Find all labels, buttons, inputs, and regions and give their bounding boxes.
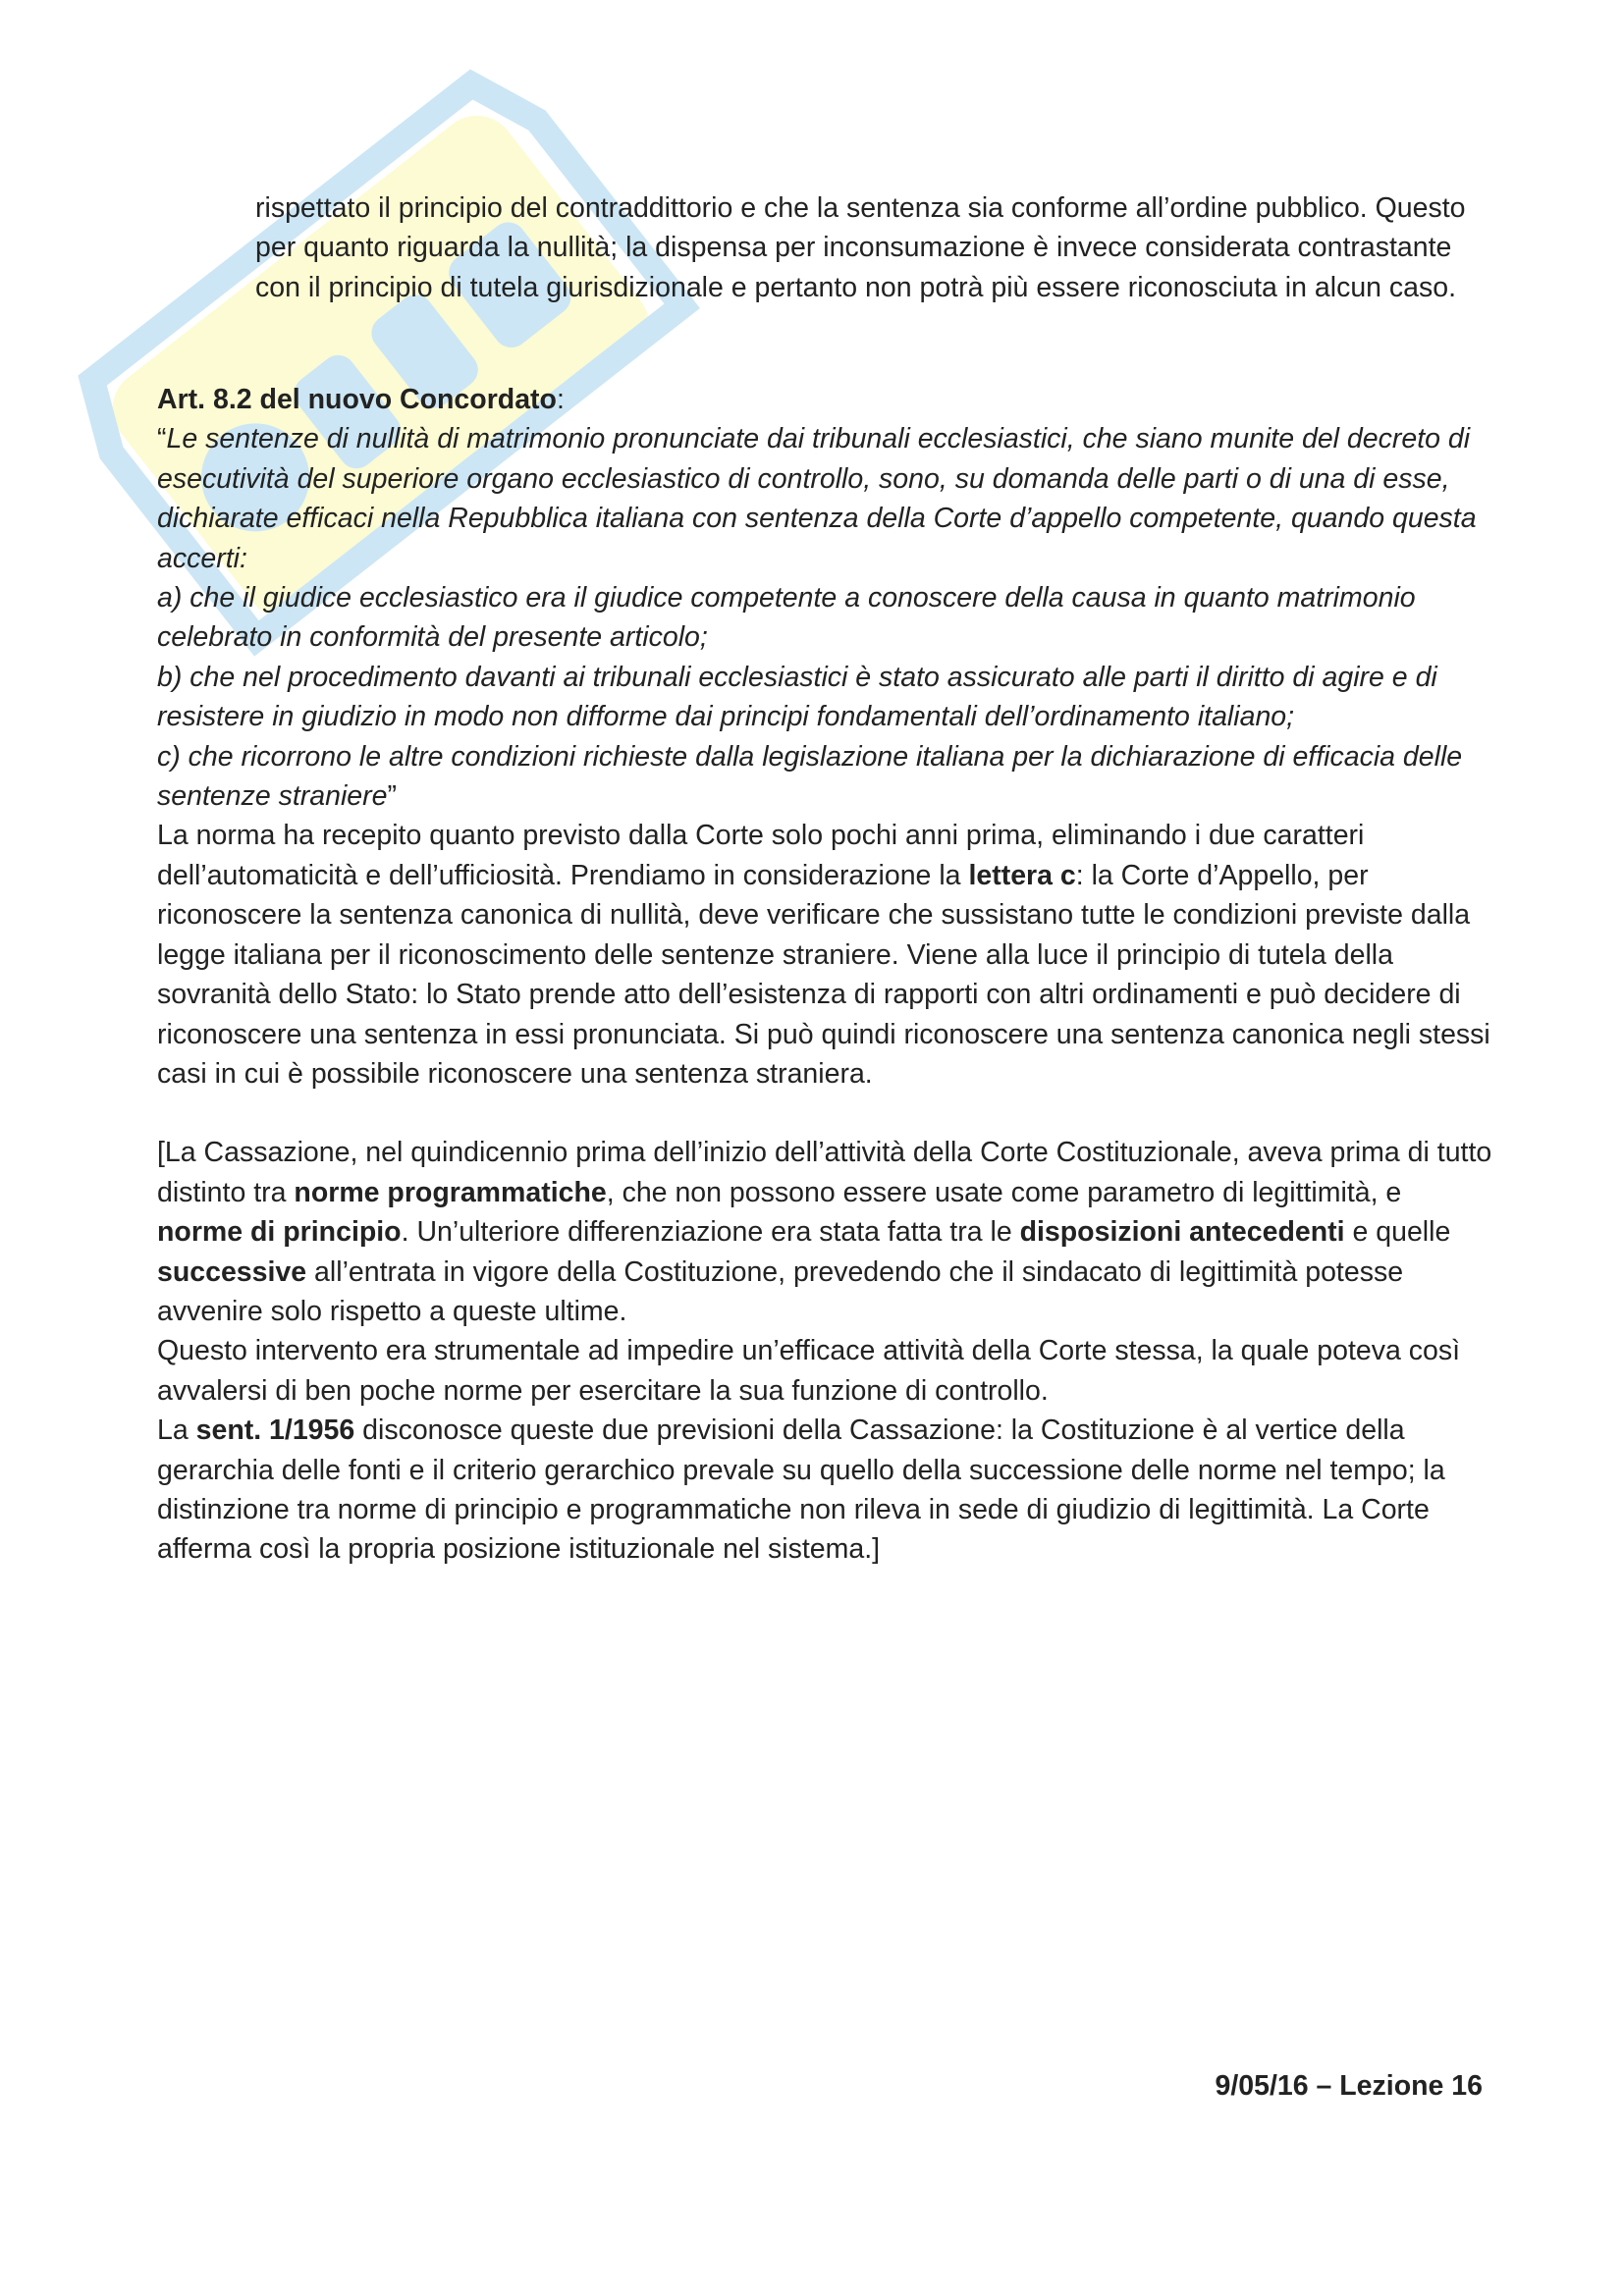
article-item-a: a) che il giudice ecclesiastico era il giudice competente a conoscere della causa in quanto matrimonio celebrato in conformità del presente articolo; — [157, 582, 1416, 654]
article-item-c-text: c) che ricorrono le altre condizioni richieste dalla legislazione italiana per la dichiarazione di efficacia delle sentenze straniere — [157, 740, 1463, 813]
article-item-b: b) che nel procedimento davanti ai tribunali ecclesiastici è stato assicurato alle parti il diritto di agire e di resistere in giudizio in modo non difforme dai principi fondamentali dell’ordinamento italiano; — [157, 661, 1437, 733]
article-heading-colon: : — [556, 384, 565, 415]
intro-paragraph — [255, 188, 1492, 307]
cassazione-p1-d: . Un’ulteriore differenziazione era stata fatta tra le — [401, 1216, 1020, 1249]
page-footer-date-lesson: 9/05/16 – Lezione 16 — [1215, 2070, 1483, 2102]
main-content — [157, 380, 1492, 1570]
quote-close-mark: ” — [387, 780, 397, 813]
article-heading-line — [157, 380, 1492, 419]
cassazione-p1-c: , che non possono essere usate come parametro di legittimità, e — [606, 1176, 1402, 1208]
cassazione-p1-e: e quelle — [1344, 1216, 1451, 1249]
cassazione-bold-norme-programmatiche: norme programmatiche — [294, 1176, 607, 1208]
commentary-part2: : la Corte d’Appello, per riconoscere la sentenza canonica di nullità, deve verificare che sussistano tutte le condizioni previste dalla legge italiana per il riconoscimento delle sentenze straniere. Viene alla luce il principio di tutela della sovranità dello Stato: lo Stato prende atto dell’esistenza di rapporti con altri ordinamenti e può decidere di riconoscere una sentenza in essi pronunciata. Si può quindi riconoscere una sentenza canonica negli stessi casi in cui è possibile riconoscere una sentenza straniera. — [157, 859, 1490, 1090]
cassazione-bold-norme-di-principio: norme di principio — [157, 1216, 402, 1249]
quote-open-mark: “ — [157, 423, 167, 455]
cassazione-bold-sent: sent. 1/1956 — [195, 1415, 355, 1447]
cassazione-p3-a: La — [157, 1415, 196, 1447]
cassazione-p1-a: [La Cassazione, nel quindicennio prima dell’inizio dell’attività della Corte Costituzionale, aveva prima di tutto distinto tra — [157, 1137, 1492, 1208]
article-quote-text: Le sentenze di nullità di matrimonio pronunciate dai tribunali ecclesiastici, che siano munite del decreto di esecutività del superiore organo ecclesiastico di controllo, sono, su domanda delle parti o di una di esse, dichiarate efficaci nella Repubblica italiana con sentenza della Corte d’appello competente, quando questa accerti: — [157, 423, 1477, 574]
commentary-paragraph — [157, 816, 1492, 1094]
article-quote — [157, 419, 1492, 578]
commentary-bold-lettera-c: lettera c — [968, 859, 1076, 891]
cassazione-bold-successive: successive — [157, 1255, 307, 1288]
article-item-c — [157, 737, 1492, 817]
cassazione-paragraph-1 — [157, 1133, 1492, 1331]
paragraph-gap — [157, 1094, 1492, 1133]
article-heading: Art. 8.2 del nuovo Concordato — [157, 384, 557, 415]
cassazione-p1-f: all’entrata in vigore della Costituzione, prevedendo che il sindacato di legittimità potesse avvenire solo rispetto a queste ultime. — [157, 1255, 1404, 1327]
cassazione-paragraph-3 — [157, 1411, 1492, 1570]
cassazione-p3-c: disconosce queste due previsioni della Cassazione: la Costituzione è al vertice della gerarchia delle fonti e il criterio gerarchico prevale su quello della successione delle norme nel tempo; la distinzione tra norme di principio e programmatiche non rileva in sede di giudizio di legittimità. La Corte afferma così la propria posizione istituzionale nel sistema.] — [157, 1415, 1445, 1566]
cassazione-bold-disposizioni-antecedenti: disposizioni antecedenti — [1019, 1216, 1345, 1249]
intro-text: rispettato il principio del contraddittorio e che la sentenza sia conforme all’ordine pubblico. Questo per quanto riguarda la nullità; la dispensa per inconsumazione è invece considerata contrastante con il principio di tutela giurisdizionale e pertanto non potrà più essere riconosciuta in alcun caso. — [255, 192, 1466, 303]
commentary-part1: La norma ha recepito quanto previsto dalla Corte solo pochi anni prima, eliminando i due caratteri dell’automaticità e dell’ufficiosità. Prendiamo in considerazione la — [157, 820, 1365, 891]
cassazione-paragraph-2: Questo intervento era strumentale ad impedire un’efficace attività della Corte stessa, la quale poteva così avvalersi di ben poche norme per esercitare la sua funzione di controllo. — [157, 1335, 1461, 1407]
